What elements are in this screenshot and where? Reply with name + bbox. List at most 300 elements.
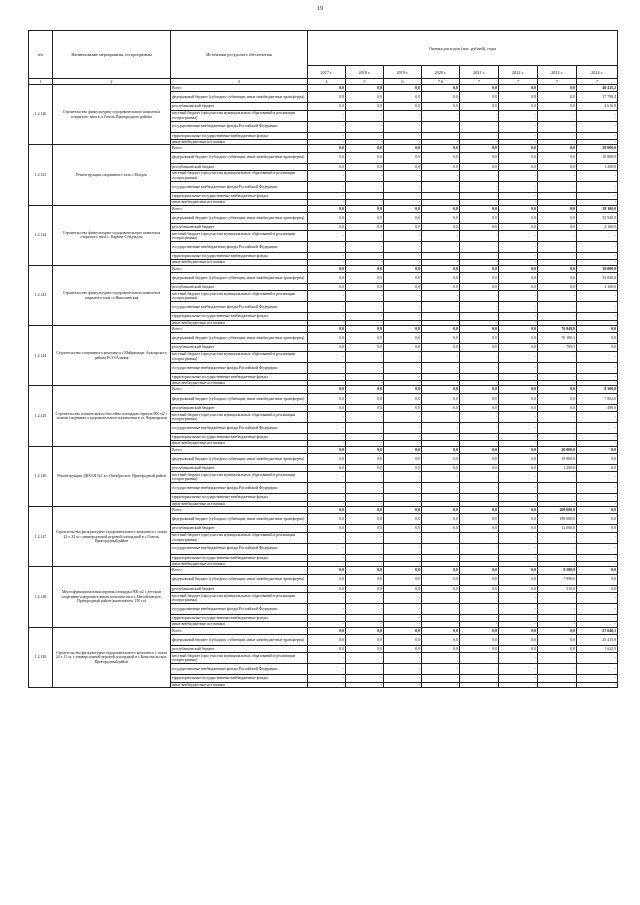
amount-cell: -: [346, 423, 384, 434]
project-name: Строительство плавательного бассейна площадью зеркала 800 м2 с залами спортивно-оздоровительного назначения в ст. Черноярская: [53, 386, 171, 446]
amount-cell: -: [538, 434, 577, 441]
funding-source: федеральный бюджет (субсидии, субвенции, иные межбюджетные трансферты): [171, 333, 308, 344]
amount-cell: 0,0: [308, 223, 346, 230]
amount-cell: 0,0: [499, 386, 538, 393]
amount-cell: -: [499, 494, 538, 501]
amount-cell: 0,0: [384, 585, 422, 592]
amount-cell: -: [577, 441, 618, 446]
amount-cell: -: [460, 231, 499, 242]
funding-source: федеральный бюджет (субсидии, субвенции, иные межбюджетные трансферты): [171, 574, 308, 585]
amount-cell: -: [460, 121, 499, 132]
amount-cell: 0,0: [538, 223, 577, 230]
funding-source: территориальные государственные внебюджетные фонды: [171, 614, 308, 621]
table-row: [29, 627, 618, 634]
amount-cell: -: [499, 181, 538, 192]
amount-cell: 0,0: [384, 627, 422, 634]
amount-cell: -: [308, 664, 346, 675]
amount-cell: -: [460, 362, 499, 373]
amount-cell: -: [308, 532, 346, 543]
amount-cell: -: [499, 501, 538, 506]
amount-cell: 0,0: [308, 273, 346, 284]
amount-cell: 0,0: [499, 205, 538, 212]
amount-cell: -: [538, 362, 577, 373]
funding-source: Всего: [171, 326, 308, 333]
project-name: Строительство физкультурно-оздоровительного комплекса с залом 24 х 15 м, с универсальной игровой площадкой в с.Комсомольское, Пригородный район: [53, 627, 171, 687]
header-year: 2024 г.: [577, 66, 618, 79]
amount-cell: 0,0: [577, 454, 618, 465]
project-section: [29, 145, 618, 205]
amount-cell: -: [577, 434, 618, 441]
column-number: 4: [308, 79, 346, 85]
amount-cell: -: [308, 682, 346, 687]
amount-cell: -: [499, 472, 538, 483]
amount-cell: 0,0: [308, 574, 346, 585]
amount-cell: 0,0: [460, 284, 499, 291]
amount-cell: -: [499, 121, 538, 132]
amount-cell: -: [308, 614, 346, 621]
amount-cell: 0,0: [346, 85, 384, 92]
amount-cell: -: [577, 653, 618, 664]
amount-cell: -: [460, 423, 499, 434]
amount-cell: -: [538, 412, 577, 423]
amount-cell: -: [384, 373, 422, 380]
amount-cell: -: [346, 260, 384, 265]
amount-cell: -: [346, 302, 384, 313]
amount-cell: 0,0: [460, 507, 499, 514]
amount-cell: -: [538, 231, 577, 242]
column-number: 2: [53, 79, 171, 85]
amount-cell: 0,0: [422, 145, 460, 152]
amount-cell: -: [577, 423, 618, 434]
amount-cell: 0,0: [460, 273, 499, 284]
amount-cell: 25 415,8: [577, 634, 618, 645]
amount-cell: 0,0: [499, 627, 538, 634]
amount-cell: 0,0: [460, 393, 499, 404]
table-row: [29, 145, 618, 152]
amount-cell: 0,0: [384, 446, 422, 453]
funding-source: республиканский бюджет: [171, 525, 308, 532]
amount-cell: -: [308, 472, 346, 483]
amount-cell: 0,0: [499, 103, 538, 110]
amount-cell: 0,0: [346, 284, 384, 291]
amount-cell: -: [308, 603, 346, 614]
project-name: Строительство физкультурно-оздоровительного комплекса открытого типа в п.Гизель Пригородного района: [53, 85, 171, 145]
amount-cell: -: [577, 381, 618, 386]
amount-cell: -: [384, 561, 422, 566]
amount-cell: -: [384, 170, 422, 181]
amount-cell: -: [460, 675, 499, 682]
amount-cell: -: [422, 200, 460, 205]
amount-cell: 0,0: [538, 103, 577, 110]
amount-cell: 0,0: [422, 525, 460, 532]
amount-cell: 0,0: [422, 152, 460, 163]
amount-cell: 0,0: [384, 212, 422, 223]
amount-cell: 0,0: [460, 92, 499, 103]
amount-cell: 0,0: [422, 507, 460, 514]
amount-cell: -: [499, 242, 538, 253]
amount-cell: -: [460, 664, 499, 675]
amount-cell: 0,0: [422, 627, 460, 634]
header-year: 2017 г.: [308, 66, 346, 79]
amount-cell: -: [577, 242, 618, 253]
amount-cell: -: [538, 313, 577, 320]
amount-cell: -: [422, 362, 460, 373]
amount-cell: 33 840,0: [577, 273, 618, 284]
amount-cell: -: [384, 434, 422, 441]
amount-cell: 0,0: [384, 514, 422, 525]
amount-cell: 0,0: [422, 92, 460, 103]
amount-cell: -: [577, 132, 618, 139]
funding-source: федеральный бюджет (субсидии, субвенции, иные межбюджетные трансферты): [171, 393, 308, 404]
amount-cell: -: [577, 675, 618, 682]
amount-cell: 0,0: [422, 567, 460, 574]
amount-cell: -: [577, 200, 618, 205]
funding-source: федеральный бюджет (субсидии, субвенции, иные межбюджетные трансферты): [171, 634, 308, 645]
amount-cell: -: [577, 543, 618, 554]
amount-cell: -: [308, 423, 346, 434]
amount-cell: 0,0: [384, 386, 422, 393]
amount-cell: 0,0: [346, 223, 384, 230]
amount-cell: 0,0: [577, 574, 618, 585]
amount-cell: -: [422, 532, 460, 543]
funding-source: государственные внебюджетные фонды Российской Федерации: [171, 664, 308, 675]
amount-cell: 20 000,0: [577, 145, 618, 152]
amount-cell: 0,0: [384, 223, 422, 230]
amount-cell: 0,0: [460, 567, 499, 574]
amount-cell: 36 000,0: [577, 265, 618, 272]
amount-cell: -: [346, 253, 384, 260]
amount-cell: -: [538, 132, 577, 139]
amount-cell: -: [346, 170, 384, 181]
amount-cell: -: [384, 412, 422, 423]
amount-cell: -: [538, 675, 577, 682]
table-row: [29, 85, 618, 92]
amount-cell: -: [384, 381, 422, 386]
amount-cell: -: [422, 373, 460, 380]
amount-cell: 0,0: [499, 507, 538, 514]
funding-source: местный бюджет (при участии муниципальных образований в реализации госпрограммы): [171, 653, 308, 664]
amount-cell: -: [538, 320, 577, 325]
amount-cell: 0,0: [346, 627, 384, 634]
project-number: 1.2.146: [29, 446, 53, 506]
amount-cell: -: [422, 494, 460, 501]
amount-cell: -: [538, 622, 577, 627]
amount-cell: 0,0: [308, 514, 346, 525]
amount-cell: -: [538, 543, 577, 554]
amount-cell: 0,0: [346, 393, 384, 404]
amount-cell: 0,0: [308, 386, 346, 393]
amount-cell: -: [346, 139, 384, 144]
amount-cell: 0,0: [460, 265, 499, 272]
project-section: [29, 85, 618, 145]
amount-cell: 0,0: [422, 212, 460, 223]
amount-cell: -: [538, 192, 577, 199]
amount-cell: -: [577, 320, 618, 325]
amount-cell: 35 940,0: [577, 212, 618, 223]
amount-cell: 0,0: [577, 326, 618, 333]
amount-cell: 0,0: [346, 152, 384, 163]
amount-cell: -: [538, 494, 577, 501]
amount-cell: 0,0: [308, 645, 346, 652]
amount-cell: 0,0: [460, 454, 499, 465]
amount-cell: -: [422, 664, 460, 675]
column-number: 7: [577, 79, 618, 85]
header-col-name: Наименование мероприятия, госпрограммы: [53, 31, 171, 79]
amount-cell: 0,0: [460, 326, 499, 333]
amount-cell: 27 040,1: [577, 627, 618, 634]
amount-cell: -: [346, 320, 384, 325]
amount-cell: -: [308, 373, 346, 380]
amount-cell: -: [346, 231, 384, 242]
table-row: [29, 567, 618, 574]
amount-cell: -: [460, 381, 499, 386]
project-name: Строительство физкультурно-оздоровительного комплекса открытого типа с. Кармен-Сендзадзы: [53, 205, 171, 265]
amount-cell: -: [499, 592, 538, 603]
amount-cell: -: [384, 200, 422, 205]
amount-cell: -: [577, 181, 618, 192]
amount-cell: -: [577, 139, 618, 144]
amount-cell: 0,0: [384, 574, 422, 585]
amount-cell: -: [308, 561, 346, 566]
amount-cell: 510,0: [538, 585, 577, 592]
amount-cell: -: [577, 554, 618, 561]
table-row: [29, 326, 618, 333]
amount-cell: -: [460, 682, 499, 687]
column-number: 7: [460, 79, 499, 85]
funding-source: республиканский бюджет: [171, 585, 308, 592]
amount-cell: 2 616,8: [577, 103, 618, 110]
amount-cell: 0,0: [538, 212, 577, 223]
amount-cell: 0,0: [346, 163, 384, 170]
amount-cell: -: [577, 494, 618, 501]
amount-cell: -: [577, 170, 618, 181]
funding-source: Всего: [171, 627, 308, 634]
amount-cell: 0,0: [384, 525, 422, 532]
amount-cell: -: [499, 320, 538, 325]
page-number: 19: [317, 6, 323, 12]
amount-cell: 0,0: [346, 446, 384, 453]
funding-source: территориальные государственные внебюджетные фонды: [171, 554, 308, 561]
amount-cell: 0,0: [346, 326, 384, 333]
table-row: [29, 507, 618, 514]
amount-cell: -: [538, 200, 577, 205]
amount-cell: -: [422, 139, 460, 144]
amount-cell: -: [422, 561, 460, 566]
amount-cell: -: [460, 412, 499, 423]
amount-cell: 0,0: [346, 465, 384, 472]
amount-cell: -: [384, 181, 422, 192]
project-section: [29, 386, 618, 446]
funding-source: местный бюджет (при участии муниципальных образований в реализации госпрограммы): [171, 170, 308, 181]
funding-source: территориальные государственные внебюджетные фонды: [171, 132, 308, 139]
amount-cell: -: [460, 543, 499, 554]
amount-cell: -: [460, 110, 499, 121]
amount-cell: 0,0: [308, 85, 346, 92]
amount-cell: 0,0: [499, 514, 538, 525]
amount-cell: 0,0: [499, 223, 538, 230]
amount-cell: -: [308, 302, 346, 313]
funding-source: государственные внебюджетные фонды Российской Федерации: [171, 543, 308, 554]
amount-cell: -: [538, 682, 577, 687]
amount-cell: -: [346, 121, 384, 132]
amount-cell: -: [538, 302, 577, 313]
amount-cell: -: [384, 664, 422, 675]
amount-cell: -: [499, 412, 538, 423]
funding-source: государственные внебюджетные фонды Российской Федерации: [171, 603, 308, 614]
amount-cell: 0,0: [422, 344, 460, 351]
amount-cell: 0,0: [346, 525, 384, 532]
amount-cell: -: [308, 110, 346, 121]
amount-cell: 0,0: [499, 404, 538, 411]
table-row: [29, 265, 618, 272]
amount-cell: 0,0: [308, 326, 346, 333]
amount-cell: -: [538, 110, 577, 121]
funding-source: территориальные государственные внебюджетные фонды: [171, 434, 308, 441]
amount-cell: -: [538, 181, 577, 192]
project-section: [29, 446, 618, 506]
project-number: 1.2.145: [29, 386, 53, 446]
amount-cell: 0,0: [422, 574, 460, 585]
amount-cell: 40 415,2: [577, 85, 618, 92]
amount-cell: 0,0: [384, 145, 422, 152]
amount-cell: -: [422, 434, 460, 441]
amount-cell: -: [499, 231, 538, 242]
funding-source: федеральный бюджет (субсидии, субвенции, иные межбюджетные трансферты): [171, 212, 308, 223]
amount-cell: -: [308, 291, 346, 302]
amount-cell: 0,0: [346, 574, 384, 585]
amount-cell: 18 800,0: [538, 454, 577, 465]
amount-cell: 0,0: [499, 645, 538, 652]
amount-cell: 0,0: [384, 567, 422, 574]
amount-cell: -: [308, 253, 346, 260]
amount-cell: -: [460, 181, 499, 192]
header-col-no: п/п: [29, 31, 53, 79]
amount-cell: -: [538, 121, 577, 132]
amount-cell: -: [308, 554, 346, 561]
amount-cell: -: [460, 532, 499, 543]
amount-cell: -: [577, 362, 618, 373]
header-year: 2018 г.: [346, 66, 384, 79]
amount-cell: 0,0: [460, 465, 499, 472]
amount-cell: 0,0: [499, 163, 538, 170]
amount-cell: 0,0: [346, 145, 384, 152]
amount-cell: -: [384, 192, 422, 199]
amount-cell: -: [499, 253, 538, 260]
project-section: [29, 567, 618, 627]
budget-table: [28, 30, 618, 688]
amount-cell: 0,0: [499, 85, 538, 92]
amount-cell: -: [308, 351, 346, 362]
amount-cell: -: [499, 200, 538, 205]
amount-cell: -: [422, 423, 460, 434]
amount-cell: -: [384, 423, 422, 434]
header-year: 2022 г.: [499, 66, 538, 79]
project-name: Реконструкция ДЮСШ №1 в с.Октябрьское, Пригородный район: [53, 446, 171, 506]
project-name: Строительство физкультурно-оздоровительного комплекса с залом 42 х 24 м с универсальной игровой площадкой в с.Гизель, Пригородный район: [53, 507, 171, 567]
funding-source: федеральный бюджет (субсидии, субвенции, иные межбюджетные трансферты): [171, 273, 308, 284]
amount-cell: -: [346, 434, 384, 441]
amount-cell: -: [384, 494, 422, 501]
amount-cell: 0,0: [308, 507, 346, 514]
amount-cell: -: [460, 320, 499, 325]
project-name: Строительство физкультурно-оздоровительного комплекса открытого типа ст.Николаевская: [53, 265, 171, 325]
amount-cell: 0,0: [346, 386, 384, 393]
header-col-source: Источники ресурсного обеспечения: [171, 31, 308, 79]
funding-source: государственные внебюджетные фонды Российской Федерации: [171, 483, 308, 494]
column-number: 5: [346, 79, 384, 85]
amount-cell: 76 180,3: [538, 333, 577, 344]
amount-cell: -: [308, 192, 346, 199]
amount-cell: 0,0: [384, 326, 422, 333]
amount-cell: -: [499, 664, 538, 675]
amount-cell: 0,0: [460, 525, 499, 532]
amount-cell: -: [308, 675, 346, 682]
amount-cell: 0,0: [308, 103, 346, 110]
amount-cell: 0,0: [384, 333, 422, 344]
amount-cell: -: [308, 381, 346, 386]
amount-cell: 0,0: [460, 152, 499, 163]
amount-cell: -: [346, 373, 384, 380]
amount-cell: -: [422, 441, 460, 446]
amount-cell: 0,0: [346, 514, 384, 525]
amount-cell: -: [538, 291, 577, 302]
amount-cell: -: [422, 653, 460, 664]
amount-cell: -: [538, 592, 577, 603]
amount-cell: -: [384, 592, 422, 603]
amount-cell: -: [346, 603, 384, 614]
funding-source: местный бюджет (при участии муниципальных образований в реализации госпрограммы): [171, 412, 308, 423]
amount-cell: -: [384, 139, 422, 144]
amount-cell: -: [346, 242, 384, 253]
amount-cell: -: [577, 121, 618, 132]
amount-cell: -: [422, 351, 460, 362]
amount-cell: -: [577, 351, 618, 362]
amount-cell: -: [460, 603, 499, 614]
amount-cell: -: [460, 501, 499, 506]
amount-cell: -: [308, 313, 346, 320]
amount-cell: 0,0: [499, 212, 538, 223]
amount-cell: -: [384, 121, 422, 132]
amount-cell: -: [346, 192, 384, 199]
amount-cell: -: [346, 181, 384, 192]
amount-cell: -: [422, 614, 460, 621]
amount-cell: 0,0: [422, 273, 460, 284]
amount-cell: -: [422, 181, 460, 192]
table-row: [29, 205, 618, 212]
amount-cell: -: [346, 313, 384, 320]
amount-cell: 0,0: [460, 634, 499, 645]
amount-cell: -: [308, 622, 346, 627]
funding-source: иные внебюджетные источники: [171, 501, 308, 506]
amount-cell: -: [384, 675, 422, 682]
amount-cell: 0,0: [346, 205, 384, 212]
amount-cell: 0,0: [384, 393, 422, 404]
amount-cell: -: [422, 603, 460, 614]
amount-cell: -: [577, 373, 618, 380]
amount-cell: -: [577, 472, 618, 483]
header-year: 2020 г.: [422, 66, 460, 79]
amount-cell: -: [422, 253, 460, 260]
amount-cell: -: [384, 242, 422, 253]
amount-cell: 0,0: [308, 344, 346, 351]
funding-source: государственные внебюджетные фонды Российской Федерации: [171, 362, 308, 373]
amount-cell: 0,0: [538, 634, 577, 645]
amount-cell: -: [346, 532, 384, 543]
amount-cell: -: [460, 614, 499, 621]
amount-cell: -: [308, 441, 346, 446]
header-col-funding: Оценка расходов (тыс. рублей), годы: [308, 31, 618, 66]
amount-cell: 0,0: [308, 585, 346, 592]
